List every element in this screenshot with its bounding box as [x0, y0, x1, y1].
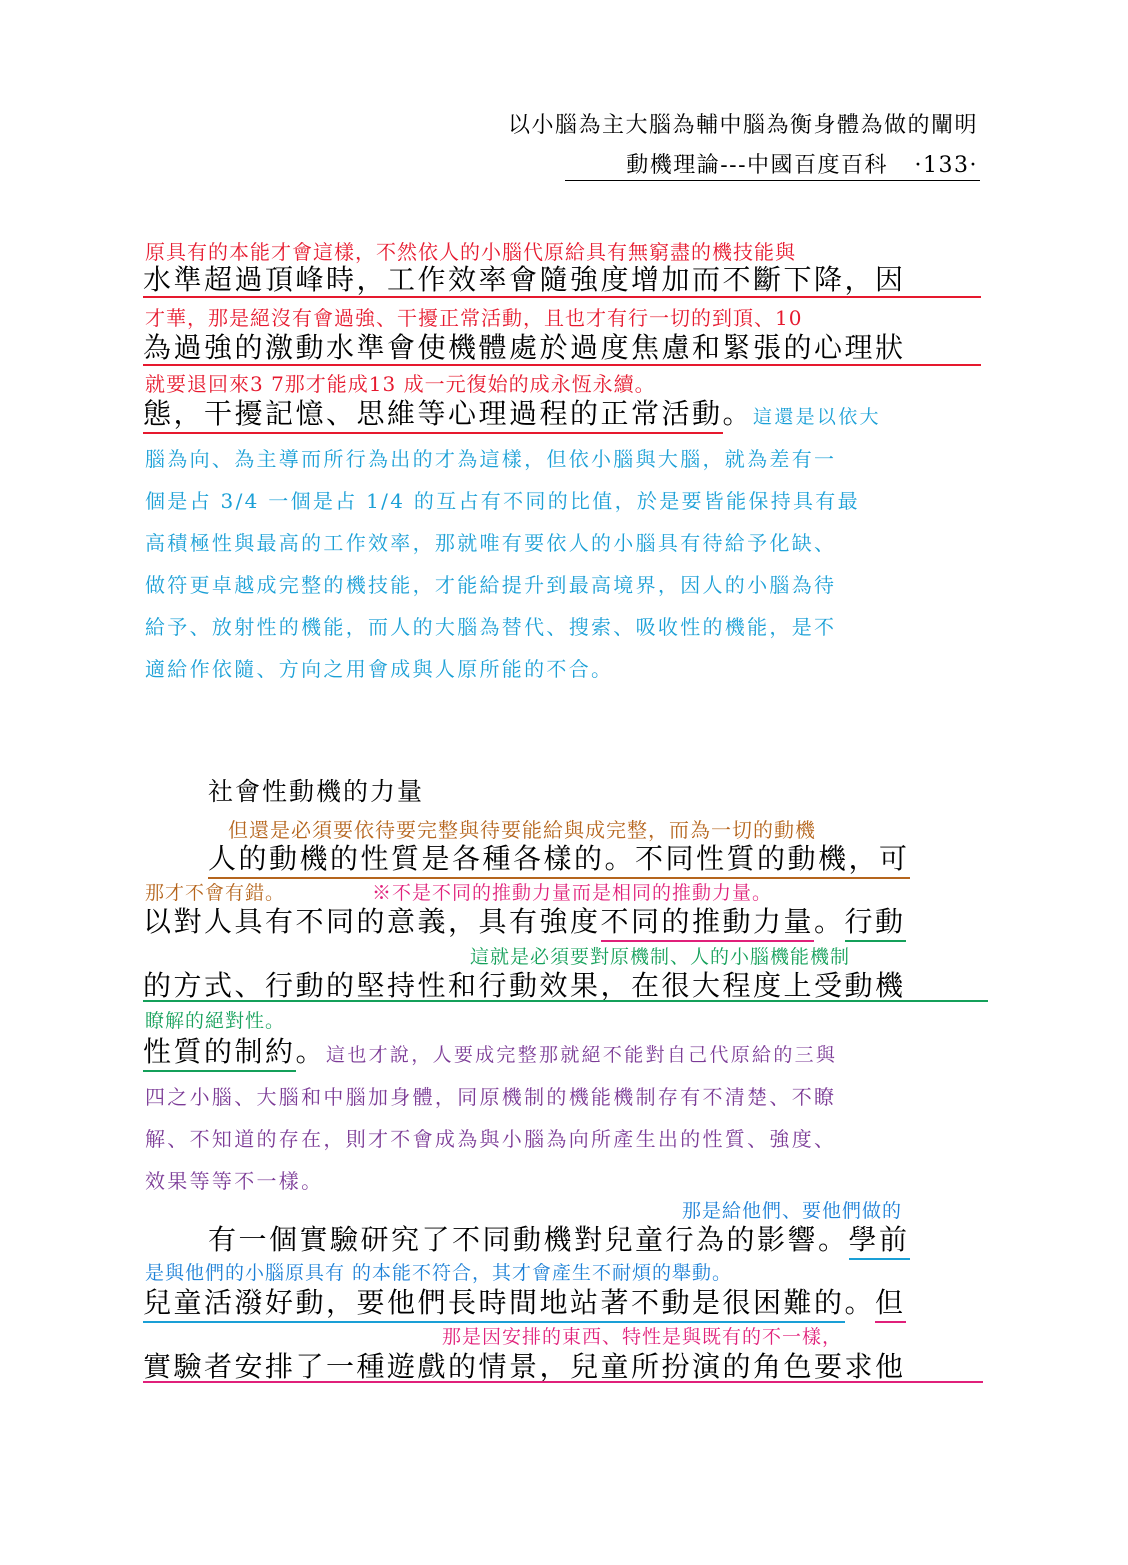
- body-line: 水準超過頂峰時，工作效率會隨強度增加而不斷下降，因: [143, 263, 906, 296]
- body-line: 實驗者安排了一種遊戲的情景，兒童所扮演的角色要求他: [143, 1350, 906, 1383]
- underline-magenta: [143, 1381, 983, 1383]
- note-line: 適給作依隨、方向之用會成與人原所能的不合。: [145, 657, 614, 681]
- annotation-line: 這就是必須要對原機制、人的小腦機能機制: [470, 946, 851, 968]
- body-line: [143, 1030, 837, 1070]
- body-line: 為過強的激動水準會使機體處於過度焦慮和緊張的心理狀: [143, 331, 906, 364]
- annotation-line: 但還是必須要依待要完整與待要能給與成完整，而為一切的動機: [228, 818, 816, 842]
- body-text: 兒童活潑好動，要他們長時間地站著不動是很困難的: [143, 1286, 845, 1323]
- body-text: 有一個實驗研究了不同動機對兒童行為的影響。: [208, 1223, 849, 1256]
- underline-red: [143, 364, 981, 366]
- body-text: 但: [875, 1286, 906, 1323]
- note-line: 給予、放射性的機能，而人的大腦為替代、搜索、吸收性的機能，是不: [145, 615, 837, 639]
- body-text: 行動: [845, 905, 906, 942]
- annotation-line: 那才不會有錯。: [145, 882, 286, 904]
- note-line: 腦為向、為主導而所行為出的才為這樣，但依小腦與大腦，就為差有一: [145, 447, 837, 471]
- header-rule: [565, 180, 980, 181]
- body-line: [208, 837, 910, 877]
- body-text: 。: [844, 1286, 876, 1319]
- body-line: [143, 900, 906, 940]
- body-text: 態，干擾記憶、思維等心理過程的正常活動: [143, 397, 723, 434]
- body-text: 。: [814, 905, 845, 938]
- underline-green: [143, 1000, 988, 1002]
- note-line: 四之小腦、大腦和中腦加身體，同原機制的機能機制存有不清楚、不瞭: [145, 1085, 837, 1109]
- note-line: 高積極性與最高的工作效率，那就唯有要依人的小腦具有待給予化缺、: [145, 531, 837, 555]
- body-text: 。: [722, 397, 754, 430]
- body-text: 人的動機的性質是各種各樣的。不同性質的動機，可: [208, 842, 910, 879]
- underline-red: [143, 296, 981, 298]
- page-number: ·133·: [914, 153, 978, 178]
- note-text: 這也才說，人要成完整那就絕不能對自己代原給的三與: [326, 1044, 838, 1066]
- note-line: 效果等等不一樣。: [145, 1169, 324, 1193]
- header-title: 以小腦為主大腦為輔中腦為衡身體為做的闡明: [507, 113, 978, 138]
- body-text: 性質的制約: [143, 1035, 296, 1072]
- note-line: 解、不知道的存在，則才不會成為與小腦為向所產生出的性質、強度、: [145, 1127, 837, 1151]
- note-line: 個是占 3/4 一個是占 1/4 的互占有不同的比值，於是要皆能保持具有最: [145, 489, 860, 513]
- body-line: [143, 392, 881, 432]
- section-heading: 社會性動機的力量: [208, 777, 425, 806]
- header-subtitle: [626, 148, 978, 179]
- note-line: 做符更卓越成完整的機技能，才能給提升到最高境界，因人的小腦為待: [145, 573, 837, 597]
- annotation-line: 才華，那是絕沒有會過強、干擾正常活動，且也才有行一切的到頂、10: [145, 306, 803, 330]
- body-line: 的方式、行動的堅持性和行動效果，在很大程度上受動機: [143, 969, 906, 1002]
- annotation-line: 就要退回來3 7那才能成13 成一元復始的成永恆永續。: [145, 372, 656, 396]
- header-subtitle-text: 動機理論---中國百度百科: [626, 153, 889, 178]
- note-text: 這還是以依大: [753, 406, 881, 428]
- body-text: 以對人具有不同的意義，具有強度: [143, 905, 601, 938]
- body-text: 學前: [849, 1223, 910, 1260]
- annotation-line: 那是給他們、要他們做的: [682, 1200, 903, 1222]
- annotation-line: 那是因安排的東西、特性是與既有的不一樣，: [442, 1326, 843, 1348]
- body-line: [143, 1281, 906, 1321]
- annotation-line: 是與他們的小腦原具有 的本能不符合，其才會產生不耐煩的舉動。: [145, 1262, 733, 1284]
- body-text: 。: [295, 1035, 327, 1068]
- body-line: [208, 1218, 910, 1258]
- annotation-line: 瞭解的絕對性。: [145, 1010, 286, 1032]
- annotation-line: 原具有的本能才會這樣，不然依人的小腦代原給具有無窮盡的機技能與: [145, 240, 796, 264]
- body-text: 不同的推動力量: [601, 905, 815, 942]
- annotation-line: ※不是不同的推動力量而是相同的推動力量。: [372, 882, 773, 904]
